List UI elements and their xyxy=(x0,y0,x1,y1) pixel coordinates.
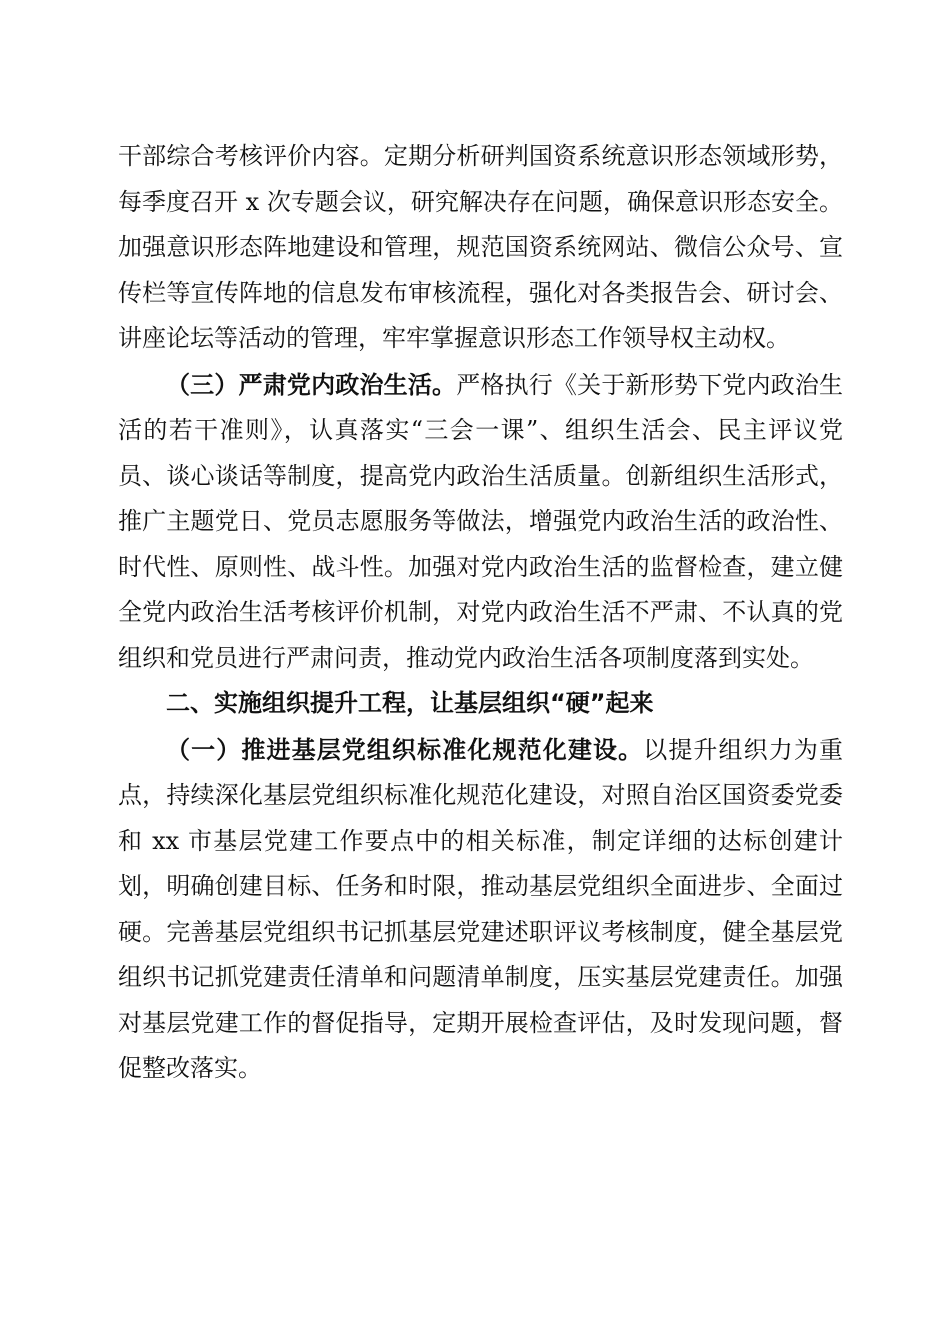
paragraph-standardization xyxy=(118,727,843,1092)
subheading-political-life: （三）严肃党内政治生活。 xyxy=(166,369,457,399)
subheading-standardization: （一）推进基层党组织标准化规范化建设。 xyxy=(166,734,644,764)
paragraph-standardization-body: 以提升组织力为重点，持续深化基层党组织标准化规范化建设，对照自治区国资委党委和 xx 市基层党建工作要点中的相关标准，制定详细的达标创建计划，明确创建目标、任务和时限，推动基层党组织全面进步、全面过硬。完善基层党组织书记抓基层党建述职评议考核制度，健全基层党组织书记抓党建责任清单和问题清单制度，压实基层党建责任。加强对基层党建工作的督促指导，定期开展检查评估，及时发现问题，督促整改落实。 xyxy=(118,735,844,1082)
paragraph-political-life xyxy=(118,362,843,682)
section-heading-organization: 二、实施组织提升工程，让基层组织“硬”起来 xyxy=(166,689,654,717)
paragraph-political-life-body: 严格执行《关于新形势下党内政治生活的若干准则》，认真落实“三会一课”、组织生活会、民主评议党员、谈心谈话等制度，提高党内政治生活质量。创新组织生活形式，推广主题党日、党员志愿服务等做法，增强党内政治生活的政治性、时代性、原则性、战斗性。加强对党内政治生活的监督检查，建立健全党内政治生活考核评价机制，对党内政治生活不严肃、不认真的党组织和党员进行严肃问责，推动党内政治生活各项制度落到实处。 xyxy=(118,370,844,672)
paragraph-ideology: 干部综合考核评价内容。定期分析研判国资系统意识形态领域形势，每季度召开 x 次专题会议，研究解决存在问题，确保意识形态安全。加强意识形态阵地建设和管理，规范国资系统网站、微信公众号、宣传栏等宣传阵地的信息发布审核流程，强化对各类报告会、研讨会、讲座论坛等活动的管理，牢牢掌握意识形态工作领导权主动权。 xyxy=(118,142,843,352)
document-body xyxy=(118,134,843,1092)
